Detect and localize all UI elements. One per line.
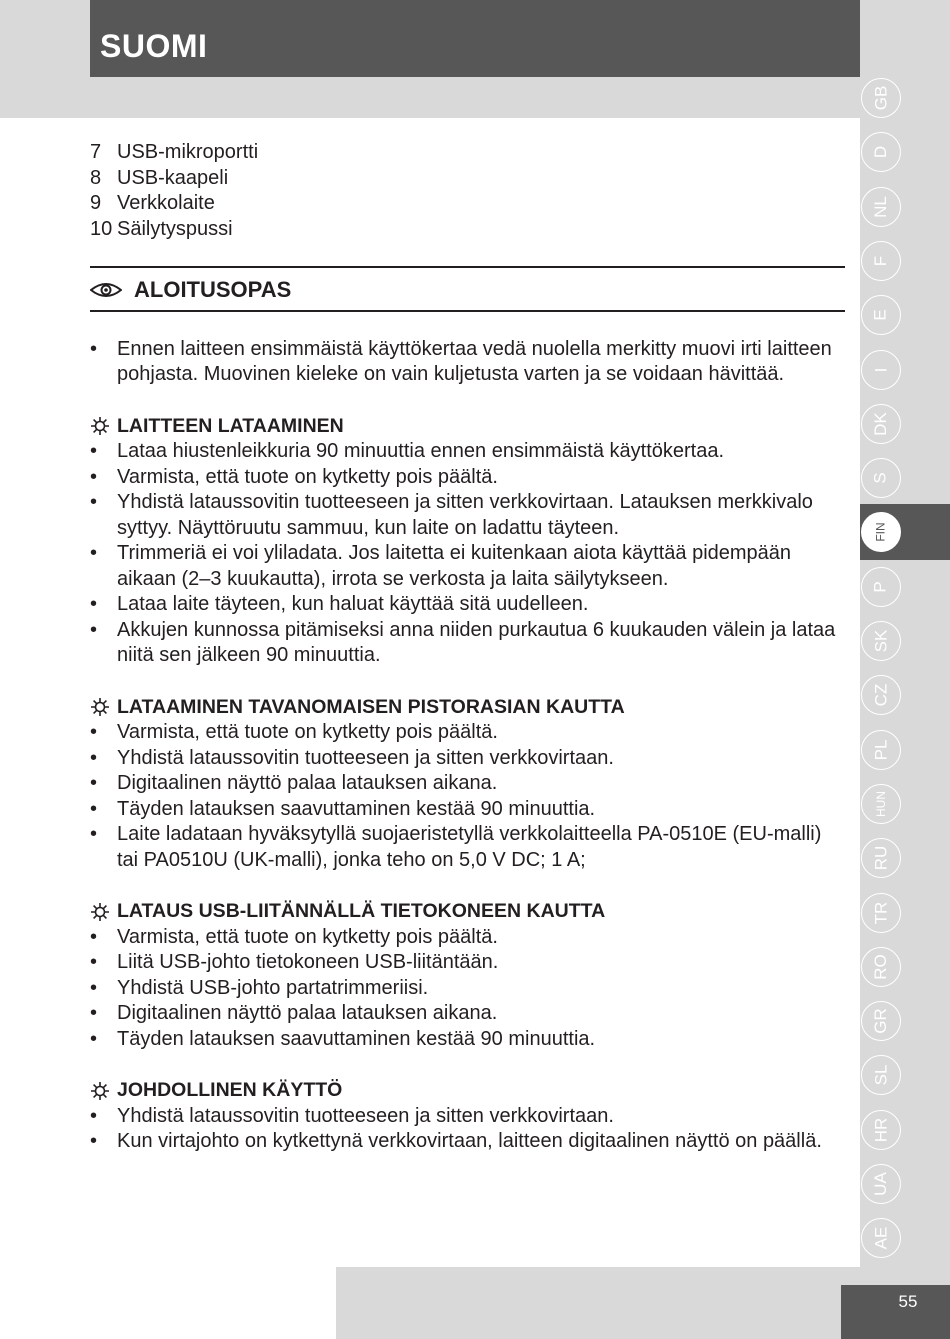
sun-icon bbox=[90, 697, 110, 717]
language-tab-label: CZ bbox=[870, 683, 890, 707]
section-heading: ALOITUSOPAS bbox=[90, 268, 845, 310]
language-tab-tr[interactable] bbox=[861, 893, 901, 933]
list-item: 7 USB-mikroportti bbox=[90, 141, 259, 163]
list-item: 10 Säilytyspussi bbox=[90, 217, 233, 240]
subsection-bullets bbox=[90, 439, 845, 669]
list-item: • Kun virtajohto on kytkettynä verkkovirtaan, laitteen digitaalinen näyttö on päällä. bbox=[90, 1129, 845, 1155]
language-tab-label: HUN bbox=[874, 790, 888, 817]
list-item: • Täyden latauksen saavuttaminen kestää 90 minuuttia. bbox=[90, 1027, 845, 1053]
language-tab-dk[interactable] bbox=[861, 404, 901, 444]
list-item: 9 Verkkolaite bbox=[90, 192, 215, 214]
list-item: • Yhdistä lataussovitin tuotteeseen ja sitten verkkovirtaan. bbox=[90, 1104, 845, 1130]
list-item: • Trimmeriä ei voi yliladata. Jos laitetta ei kuitenkaan aiota käyttää pidempään aikaan (2–3 kuukautta), irrota se verkosta ja laita säilytykseen. bbox=[90, 541, 845, 592]
page-number: 55 bbox=[898, 1292, 918, 1311]
language-tab-label: FIN bbox=[874, 522, 888, 543]
language-tab-label: NL bbox=[870, 195, 890, 218]
language-tab-label: E bbox=[871, 309, 890, 321]
language-tab-label: F bbox=[870, 255, 890, 267]
language-tab-label: PL bbox=[870, 739, 890, 760]
language-tab-hr[interactable] bbox=[861, 1110, 901, 1150]
list-item: • Digitaalinen näyttö palaa latauksen aikana. bbox=[90, 1001, 845, 1027]
sun-icon bbox=[90, 902, 110, 922]
subsection-heading: LATAAMINEN TAVANOMAISEN PISTORASIAN KAUTTA bbox=[90, 695, 845, 721]
language-tab-s[interactable] bbox=[861, 458, 901, 498]
language-tab-gb[interactable] bbox=[861, 78, 901, 118]
list-item: • Varmista, että tuote on kytketty pois päältä. bbox=[90, 465, 845, 491]
language-tab-label: RO bbox=[871, 954, 890, 980]
language-tab-label: GR bbox=[871, 1008, 890, 1034]
subsection-heading: JOHDOLLINEN KÄYTTÖ bbox=[90, 1078, 845, 1104]
language-tab-label: S bbox=[871, 472, 890, 484]
list-item: • Yhdistä lataussovitin tuotteeseen ja sitten verkkovirtaan. bbox=[90, 746, 845, 772]
list-item: • Lataa laite täyteen, kun haluat käyttää sitä uudelleen. bbox=[90, 592, 845, 618]
language-tab-sk[interactable] bbox=[861, 621, 901, 661]
list-item: 8 USB-kaapeli bbox=[90, 166, 229, 189]
language-tab-f[interactable] bbox=[861, 241, 901, 281]
language-tab-label: HR bbox=[871, 1117, 890, 1142]
page-title: SUOMI bbox=[100, 28, 208, 64]
language-tab-e[interactable] bbox=[861, 295, 901, 335]
language-tab-i[interactable] bbox=[861, 350, 901, 390]
list-item: • Digitaalinen näyttö palaa latauksen aikana. bbox=[90, 771, 845, 797]
list-item: • Laite ladataan hyväksytyllä suojaeristetyllä verkkolaitteella PA-0510E (EU-malli) tai PA0510U (UK-malli), jonka teho on 5,0 V DC; 1 A; bbox=[90, 822, 845, 873]
subsection-heading: LAITTEEN LATAAMINEN bbox=[90, 414, 845, 440]
parts-list bbox=[90, 140, 845, 242]
language-tab-label: GB bbox=[871, 85, 890, 111]
list-item: • Akkujen kunnossa pitämiseksi anna niiden purkautua 6 kuukauden välein ja lataa niitä sen jälkeen 90 minuuttia. bbox=[90, 618, 845, 669]
language-tab-ru[interactable] bbox=[861, 838, 901, 878]
list-item: • Liitä USB-johto tietokoneen USB-liitäntään. bbox=[90, 950, 845, 976]
subsection-bullets bbox=[90, 925, 845, 1053]
subsection-bullets bbox=[90, 1104, 845, 1155]
language-tab-label: SK bbox=[871, 629, 890, 653]
language-tab-label: AE bbox=[871, 1226, 890, 1250]
subsection-heading: LATAUS USB-LIITÄNNÄLLÄ TIETOKONEEN KAUTTA bbox=[90, 899, 845, 925]
language-tab-label: SL bbox=[870, 1064, 890, 1086]
list-item: • Täyden latauksen saavuttaminen kestää 90 minuuttia. bbox=[90, 797, 845, 823]
list-item: • Varmista, että tuote on kytketty pois päältä. bbox=[90, 925, 845, 951]
language-tab-gr[interactable] bbox=[861, 1001, 901, 1041]
intro-bullets bbox=[90, 337, 845, 388]
list-item: • Ennen laitteen ensimmäistä käyttökertaa vedä nuolella merkitty muovi irti laitteen pohjasta. Muovinen kieleke on vain kuljetusta varten ja se voidaan hävittää. bbox=[90, 337, 845, 388]
language-tab-label: DK bbox=[871, 411, 890, 436]
list-item: • Varmista, että tuote on kytketty pois päältä. bbox=[90, 720, 845, 746]
sun-icon bbox=[90, 1081, 110, 1101]
language-tab-label: I bbox=[870, 367, 890, 372]
sun-icon bbox=[90, 416, 110, 436]
language-tab-hun[interactable] bbox=[861, 784, 901, 824]
language-tab-label: RU bbox=[871, 845, 890, 871]
language-tab-nl[interactable] bbox=[861, 187, 901, 227]
subsection-bullets bbox=[90, 720, 845, 873]
language-tab-label: UA bbox=[871, 1172, 890, 1196]
list-item: • Yhdistä lataussovitin tuotteeseen ja sitten verkkovirtaan. Latauksen merkkivalo syttyy. Näyttöruutu sammuu, kun laite on ladattu täyteen. bbox=[90, 490, 845, 541]
list-item: • Lataa hiustenleikkuria 90 minuuttia ennen ensimmäistä käyttökertaa. bbox=[90, 439, 845, 465]
list-item: • Yhdistä USB-johto partatrimmeriisi. bbox=[90, 976, 845, 1002]
main-content bbox=[90, 140, 845, 1155]
language-tab-label: TR bbox=[870, 901, 890, 924]
language-tab-p[interactable] bbox=[861, 567, 901, 607]
language-tab-ua[interactable] bbox=[861, 1164, 901, 1204]
language-tab-pl[interactable] bbox=[861, 730, 901, 770]
language-tab-label: P bbox=[871, 581, 890, 593]
language-tab-ro[interactable] bbox=[861, 947, 901, 987]
eye-icon bbox=[90, 282, 122, 298]
language-tab-label: D bbox=[871, 146, 890, 159]
